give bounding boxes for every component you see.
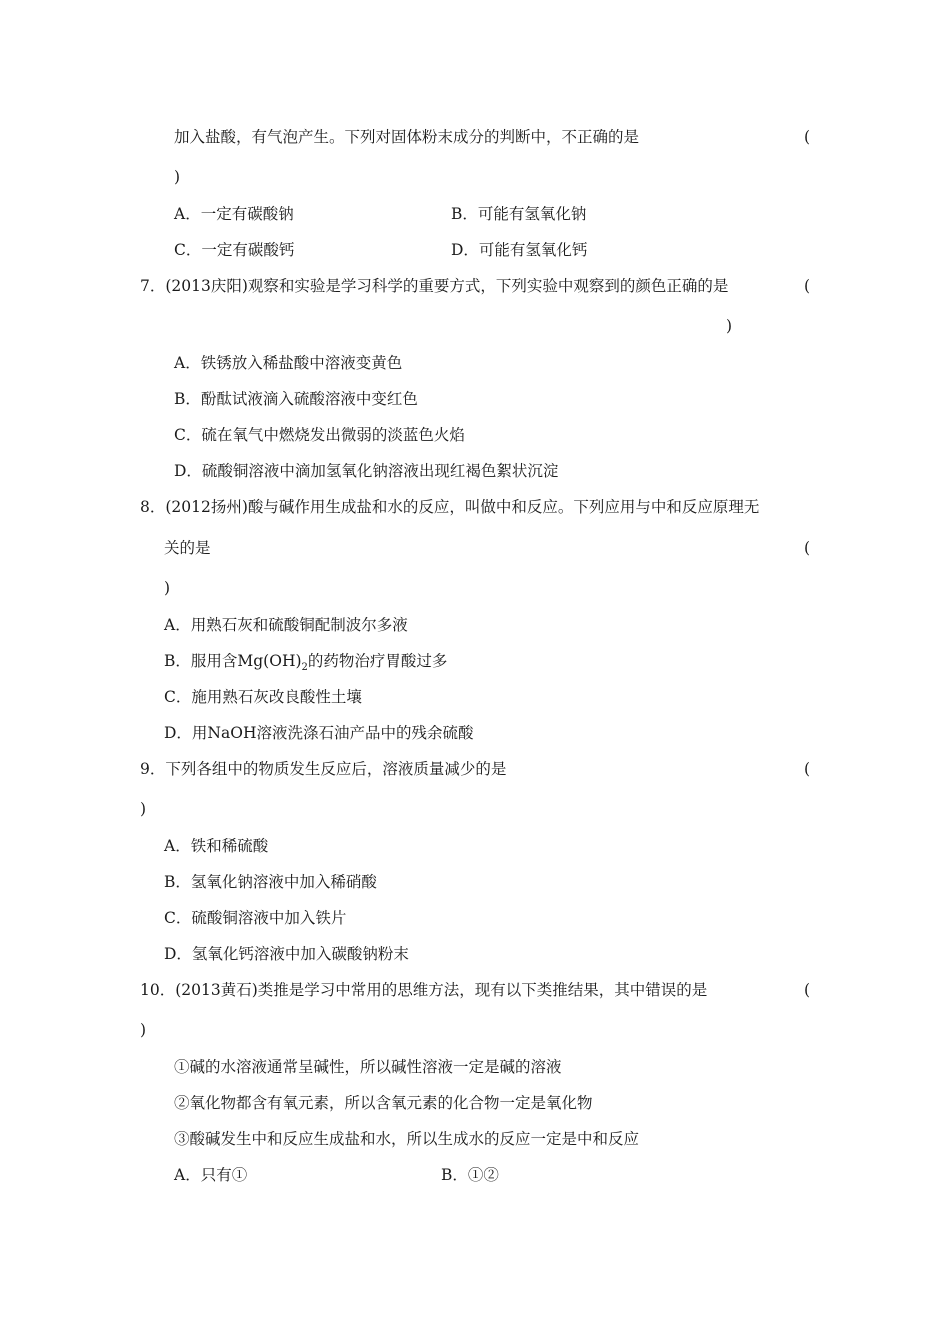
q8-option-c: C．施用熟石灰改良酸性土壤 [164,688,362,706]
q9-option-a: A．铁和稀硫酸 [164,837,269,855]
q6-option-b: B．可能有氢氧化钠 [451,205,587,223]
q9-option-b: B．氢氧化钠溶液中加入稀硝酸 [164,873,377,891]
q8-option-d: D．用NaOH溶液洗涤石油产品中的残余硫酸 [164,724,474,742]
q8-option-a: A．用熟石灰和硫酸铜配制波尔多液 [164,616,408,634]
q7-option-d: D．硫酸铜溶液中滴加氢氧化钠溶液出现红褐色絮状沉淀 [174,462,559,480]
q8-open-paren: ( [804,539,811,557]
q8-option-b-subscript: 2 [301,662,308,674]
q8-close-paren: ) [164,579,171,597]
q6-open-paren: ( [804,128,811,146]
q6-option-c: C．一定有碳酸钙 [174,241,295,259]
q7-open-paren: ( [804,277,811,295]
q7-option-b: B．酚酞试液滴入硫酸溶液中变红色 [174,390,418,408]
q8-option-b-text-post: 的药物治疗胃酸过多 [307,652,448,670]
q9-stem: 9．下列各组中的物质发生反应后，溶液质量减少的是 [140,760,507,778]
q10-close-paren: ) [140,1021,147,1039]
q6-close-paren: ) [174,168,181,186]
q9-option-d: D．氢氧化钙溶液中加入碳酸钠粉末 [164,945,409,963]
q8-stem-line1: 8．(2012扬州)酸与碱作用生成盐和水的反应，叫做中和反应。下列应用与中和反应原理无 [140,498,760,516]
q9-open-paren: ( [804,760,811,778]
q7-option-c: C．硫在氧气中燃烧发出微弱的淡蓝色火焰 [174,426,465,444]
q7-option-a: A．铁锈放入稀盐酸中溶液变黄色 [174,354,403,372]
q8-option-b [164,651,447,678]
q7-stem: 7．(2013庆阳)观察和实验是学习科学的重要方式，下列实验中观察到的颜色正确的是 [140,277,729,295]
q10-statement-1: ①碱的水溶液通常呈碱性，所以碱性溶液一定是碱的溶液 [174,1058,562,1076]
q10-stem: 10．(2013黄石)类推是学习中常用的思维方法，现有以下类推结果，其中错误的是 [140,981,708,999]
q6-option-a: A．一定有碳酸钠 [174,205,294,223]
q8-option-b-text-pre: B．服用含Mg(OH) [164,652,302,670]
q10-statement-3: ③酸碱发生中和反应生成盐和水，所以生成水的反应一定是中和反应 [174,1130,640,1148]
q6-option-d: D．可能有氢氧化钙 [451,241,588,259]
q10-open-paren: ( [804,981,811,999]
q9-close-paren: ) [140,800,147,818]
q10-option-a: A．只有① [174,1166,248,1184]
q9-option-c: C．硫酸铜溶液中加入铁片 [164,909,347,927]
q7-close-paren: ) [726,317,733,335]
q10-option-b: B．①② [441,1166,499,1184]
q6-stem-continuation: 加入盐酸，有气泡产生。下列对固体粉末成分的判断中，不正确的是 [174,128,640,146]
q10-statement-2: ②氧化物都含有氧元素，所以含氧元素的化合物一定是氧化物 [174,1094,593,1112]
q8-stem-line2: 关的是 [164,539,211,557]
